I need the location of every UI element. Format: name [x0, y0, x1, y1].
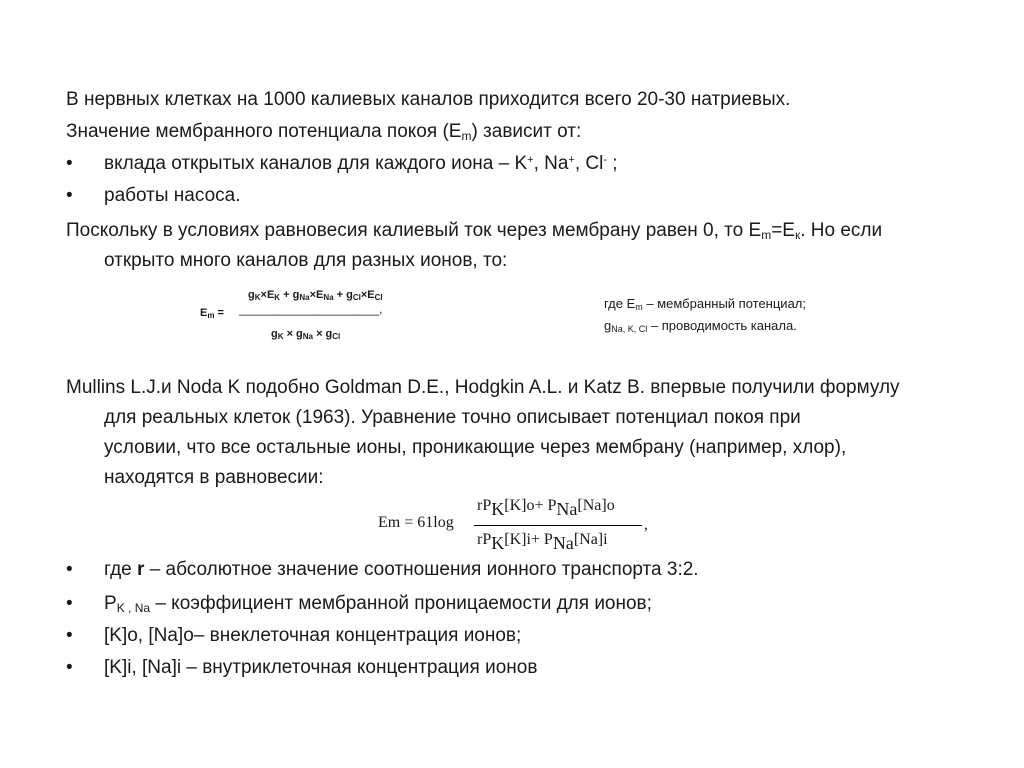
note-membrane-potential: где $E_m$ – мембранный потенциал;	[604, 296, 806, 312]
bullet-icon: •	[66, 153, 73, 174]
ghk-numerator: rPK[K]o+ PNa[Na]o	[477, 497, 615, 519]
bullet-permeability: • $P_{K , Na}$ – коэффициент мембранной проницаемости для ионов;	[66, 589, 652, 619]
bullet-icon: •	[66, 657, 73, 678]
bullet-intracellular: • [K]i, [Na]i – внутриклеточная концентрация ионов	[66, 653, 537, 683]
bullet-extracellular: • [K]o, [Na]o– внеклеточная концентрация ионов;	[66, 621, 521, 651]
bullet-icon: •	[66, 185, 73, 206]
resting-potential-line: Значение мембранного потенциала покоя $(E_m)$ зависит от:	[66, 121, 582, 143]
bullet-pump: • работы насоса.	[66, 181, 241, 211]
ghk-comma: ,	[644, 516, 648, 533]
formula-lhs: $E_m$ =	[200, 307, 224, 320]
bullet-icon: •	[66, 593, 73, 614]
ghk-fraction-line	[474, 525, 642, 526]
formula-numerator: $g_K\times E_K + g_{Na}\times E_{Na} + g_{Cl}\times E_{Cl}$	[248, 289, 383, 302]
note-conductance: $g_{Na, K, Cl}$ – проводимость канала.	[604, 318, 797, 334]
bullet-channels: • вклада открытых каналов для каждого иона – K+, Na+, Cl- ;	[66, 149, 618, 179]
bullet-icon: •	[66, 625, 73, 646]
equilibrium-paragraph: Поскольку в условиях равновесия калиевый ток через мембрану равен 0, то $E_m=E_к$. Но если открыто много каналов для разных ионов, то:	[66, 220, 883, 271]
formula-fraction-line: _____________________,	[239, 302, 383, 316]
ghk-lhs: Em = 61log	[378, 514, 454, 531]
bullet-r-definition: • где r – абсолютное значение соотношения ионного транспорта 3:2.	[66, 555, 699, 585]
formula-denominator: $g_K \times g_{Na} \times g_{Cl}$	[271, 328, 341, 341]
ghk-denominator: rPK[K]i+ PNa[Na]i	[477, 531, 608, 553]
intro-line: В нервных клетках на 1000 калиевых каналов приходится всего 20-30 натриевых.	[66, 89, 791, 110]
mullins-paragraph: Mullins L.J.и Noda K подобно Goldman D.E., Hodgkin A.L. и Katz B. впервые получили формулу для реальных клеток (1963). Уравнение точно описывает потенциал покоя при условии, что все остальные ионы, проникающие через мембрану (например, хлор), находятся в равновесии:	[66, 377, 900, 488]
bullet-icon: •	[66, 559, 73, 580]
